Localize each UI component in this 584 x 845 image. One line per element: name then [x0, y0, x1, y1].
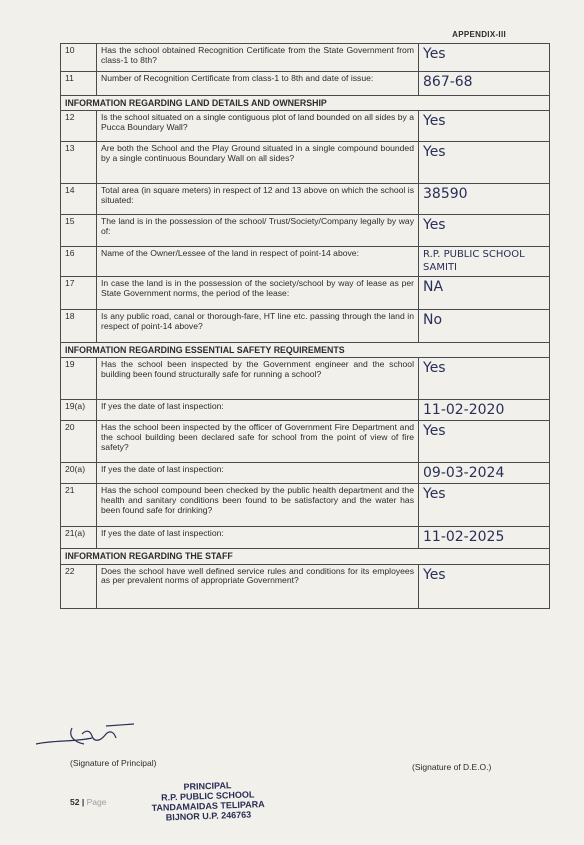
- handwritten-answer: Yes: [419, 215, 550, 247]
- page-label: Page: [86, 797, 107, 807]
- stamp-line: TANDAMAIDAS TELIPARA: [151, 798, 265, 813]
- table-row: [61, 358, 550, 400]
- table-row: [61, 463, 550, 484]
- handwritten-answer: Yes: [419, 484, 550, 527]
- item-number: 16: [61, 247, 97, 277]
- page-number-value: 52 |: [70, 797, 85, 807]
- stamp-line: BIJNOR U.P. 246763: [165, 809, 252, 823]
- handwritten-answer: Yes: [419, 44, 550, 72]
- item-number: 15: [61, 215, 97, 247]
- item-number: 12: [61, 111, 97, 142]
- table-row: [61, 421, 550, 463]
- question-text: Are both the School and the Play Ground situated in a single compound bounded by a single continuous Boundary Wall on all sides?: [97, 142, 419, 184]
- table-row: [61, 44, 550, 72]
- handwritten-answer: R.P. PUBLIC SCHOOL SAMITI: [419, 247, 550, 277]
- table-row: [61, 400, 550, 421]
- question-text: Name of the Owner/Lessee of the land in respect of point-14 above:: [97, 247, 419, 277]
- table-row: [61, 310, 550, 343]
- table-row: [61, 215, 550, 247]
- question-text: If yes the date of last inspection:: [97, 463, 419, 484]
- table-row: [61, 184, 550, 215]
- item-number: 20(a): [61, 463, 97, 484]
- principal-signature-label: (Signature of Principal): [70, 758, 157, 768]
- item-number: 19(a): [61, 400, 97, 421]
- handwritten-answer: 11-02-2025: [419, 527, 550, 548]
- item-number: 22: [61, 564, 97, 608]
- handwritten-answer: 38590: [419, 184, 550, 215]
- question-text: Total area (in square meters) in respect of 12 and 13 above on which the school is situated:: [97, 184, 419, 215]
- question-text: Has the school compound been checked by the public health department and the health and sanitary conditions been found to be satisfactory and the water has been found safe for drinking?: [97, 484, 419, 527]
- table-row: [61, 72, 550, 96]
- question-text: If yes the date of last inspection:: [97, 400, 419, 421]
- question-text: Is the school situated on a single contiguous plot of land bounded on all sides by a Pucca Boundary Wall?: [97, 111, 419, 142]
- table-row: [61, 277, 550, 310]
- question-text: In case the land is in the possession of the society/school by way of lease as per State Government norms, the period of the lease:: [97, 277, 419, 310]
- stamp-line: PRINCIPAL: [183, 780, 232, 792]
- question-text: Has the school been inspected by the Government engineer and the school building been found structurally safe for running a school?: [97, 358, 419, 400]
- question-text: Is any public road, canal or thorough-fare, HT line etc. passing through the land in respect of point-14 above?: [97, 310, 419, 343]
- question-text: The land is in the possession of the school/ Trust/Society/Company legally by way of:: [97, 215, 419, 247]
- table-row: [61, 484, 550, 527]
- section-title: INFORMATION REGARDING ESSENTIAL SAFETY REQUIREMENTS: [61, 343, 550, 358]
- item-number: 17: [61, 277, 97, 310]
- handwritten-answer: Yes: [419, 142, 550, 184]
- section-title: INFORMATION REGARDING THE STAFF: [61, 548, 550, 564]
- item-number: 19: [61, 358, 97, 400]
- principal-stamp: [117, 779, 298, 825]
- item-number: 21(a): [61, 527, 97, 548]
- table-row: [61, 142, 550, 184]
- item-number: 10: [61, 44, 97, 72]
- handwritten-answer: No: [419, 310, 550, 343]
- section-header-row: [61, 343, 550, 358]
- handwritten-answer: Yes: [419, 564, 550, 608]
- principal-signature-scribble: [34, 720, 154, 750]
- question-text: Number of Recognition Certificate from class-1 to 8th and date of issue:: [97, 72, 419, 96]
- handwritten-answer: 867-68: [419, 72, 550, 96]
- information-form-table: [60, 43, 550, 609]
- question-text: Has the school obtained Recognition Certificate from the State Government from class-1 to 8th?: [97, 44, 419, 72]
- item-number: 21: [61, 484, 97, 527]
- question-text: Has the school been inspected by the officer of Government Fire Department and the school building been declared safe for school from the point of view of fire safety?: [97, 421, 419, 463]
- handwritten-answer: 09-03-2024: [419, 463, 550, 484]
- table-row: [61, 111, 550, 142]
- page-number: [70, 797, 106, 807]
- handwritten-answer: Yes: [419, 358, 550, 400]
- handwritten-answer: 11-02-2020: [419, 400, 550, 421]
- item-number: 20: [61, 421, 97, 463]
- section-title: INFORMATION REGARDING LAND DETAILS AND OWNERSHIP: [61, 96, 550, 111]
- table-row: [61, 247, 550, 277]
- table-row: [61, 527, 550, 548]
- item-number: 13: [61, 142, 97, 184]
- handwritten-answer: NA: [419, 277, 550, 310]
- handwritten-answer: Yes: [419, 421, 550, 463]
- question-text: Does the school have well defined service rules and conditions for its employees as per prevalent norms of appropriate Government?: [97, 564, 419, 608]
- deo-signature-label: (Signature of D.E.O.): [412, 762, 492, 772]
- handwritten-answer: Yes: [419, 111, 550, 142]
- section-header-row: [61, 96, 550, 111]
- question-text: If yes the date of last inspection:: [97, 527, 419, 548]
- stamp-line: R.P. PUBLIC SCHOOL: [160, 789, 255, 803]
- item-number: 18: [61, 310, 97, 343]
- section-header-row: [61, 548, 550, 564]
- item-number: 11: [61, 72, 97, 96]
- item-number: 14: [61, 184, 97, 215]
- table-row: [61, 564, 550, 608]
- appendix-label: APPENDIX-III: [452, 30, 506, 39]
